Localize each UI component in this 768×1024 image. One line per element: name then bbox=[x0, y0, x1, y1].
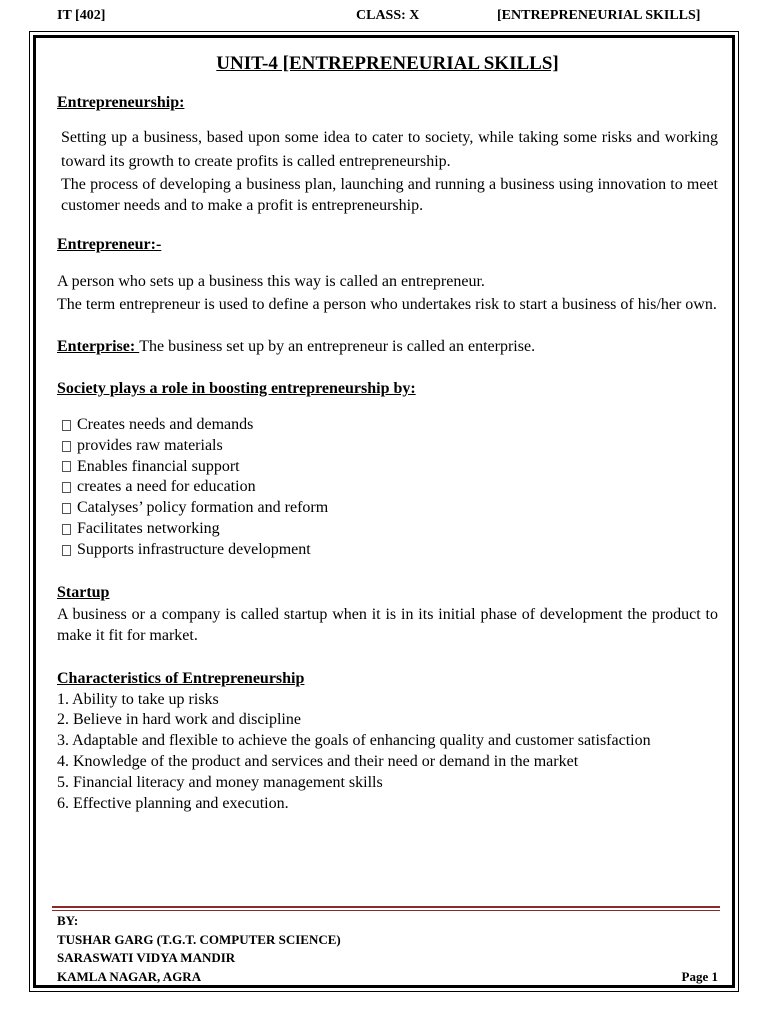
list-item: provides raw materials bbox=[62, 436, 718, 457]
enterprise-heading: Enterprise: bbox=[57, 338, 140, 355]
header-unit-name: [ENTREPRENEURIAL SKILLS] bbox=[497, 8, 701, 23]
list-item: 2. Believe in hard work and discipline bbox=[57, 711, 301, 729]
entrepreneur-heading: Entrepreneur:- bbox=[57, 236, 162, 253]
entrepreneurship-heading: Entrepreneurship: bbox=[57, 94, 185, 111]
footer-address: KAMLA NAGAR, AGRA bbox=[57, 968, 202, 984]
bullet-box-icon bbox=[62, 420, 71, 431]
bullet-box-icon bbox=[62, 545, 71, 556]
bullet-box-icon bbox=[62, 482, 71, 493]
page-title: UNIT-4 [ENTREPRENEURIAL SKILLS] bbox=[216, 53, 559, 74]
page-footer bbox=[57, 912, 718, 986]
page-content bbox=[57, 52, 718, 814]
entrepreneurship-definition-1: Setting up a business, based upon some idea to cater to society, while taking some risks and working toward its growth to create profits is called entrepreneurship. bbox=[61, 129, 718, 170]
list-item: 6. Effective planning and execution. bbox=[57, 794, 289, 812]
header-class: CLASS: X bbox=[356, 8, 420, 23]
list-item: Enables financial support bbox=[62, 457, 718, 478]
bullet-box-icon bbox=[62, 461, 71, 472]
entrepreneurship-definition-2: The process of developing a business plan, launching and running a business using innovation to meet customer needs and to make a profit is entrepreneurship. bbox=[61, 176, 718, 214]
page-header bbox=[0, 8, 768, 28]
characteristics-heading: Characteristics of Entrepreneurship bbox=[57, 669, 305, 687]
page-number: Page 1 bbox=[681, 968, 718, 984]
entrepreneur-definition-2: The term entrepreneur is used to define a person who undertakes risk to start a business of his/her own. bbox=[57, 296, 717, 313]
bullet-box-icon bbox=[62, 524, 71, 535]
characteristics-list bbox=[57, 690, 718, 815]
enterprise-definition bbox=[57, 336, 718, 358]
list-item: Supports infrastructure development bbox=[62, 540, 718, 561]
header-subject-code: IT [402] bbox=[57, 8, 106, 23]
list-item: 4. Knowledge of the product and services and their need or demand in the market bbox=[57, 752, 579, 770]
society-role-list bbox=[57, 415, 718, 561]
society-heading: Society plays a role in boosting entrepreneurship by: bbox=[57, 380, 416, 397]
footer-school: SARASWATI VIDYA MANDIR bbox=[57, 950, 236, 965]
startup-heading: Startup bbox=[57, 583, 110, 601]
list-item: creates a need for education bbox=[62, 477, 718, 498]
list-item: 1. Ability to take up risks bbox=[57, 690, 219, 708]
footer-divider bbox=[52, 906, 720, 911]
startup-definition: A business or a company is called startup when it is in its initial phase of development the product to make it fit for market. bbox=[57, 605, 718, 644]
footer-author: TUSHAR GARG (T.G.T. COMPUTER SCIENCE) bbox=[57, 931, 341, 947]
list-item: 5. Financial literacy and money management skills bbox=[57, 773, 383, 791]
footer-by-label: BY: bbox=[57, 913, 79, 928]
bullet-box-icon bbox=[62, 503, 71, 514]
list-item: Creates needs and demands bbox=[62, 415, 718, 436]
list-item: Facilitates networking bbox=[62, 519, 718, 540]
enterprise-text: The business set up by an entrepreneur is called an enterprise. bbox=[139, 338, 536, 355]
list-item: Catalyses’ policy formation and reform bbox=[62, 498, 718, 519]
entrepreneur-definition-1: A person who sets up a business this way is called an entrepreneur. bbox=[57, 273, 485, 290]
list-item: 3. Adaptable and flexible to achieve the goals of enhancing quality and customer satisfaction bbox=[57, 732, 651, 750]
bullet-box-icon bbox=[62, 441, 71, 452]
